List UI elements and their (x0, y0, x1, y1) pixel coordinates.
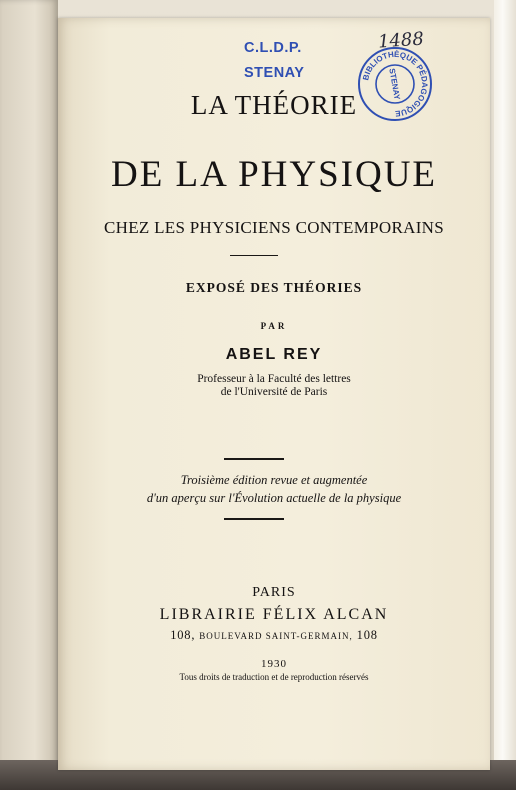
address-number-1: 108, (170, 628, 196, 642)
divider-1 (230, 255, 278, 256)
divider-2 (224, 458, 284, 460)
title-page (58, 18, 490, 770)
author-name: ABEL REY (225, 346, 323, 363)
left-page-edge (0, 0, 58, 790)
section-heading: EXPOSÉ DES THÉORIES (185, 280, 363, 295)
round-stamp-center-text: STENAY (387, 67, 402, 101)
right-page-edge (494, 0, 516, 790)
edition-note (58, 471, 490, 507)
imprint-address (58, 628, 490, 643)
title-line-2: DE LA PHYSIQUE (110, 154, 438, 195)
address-street: BOULEVARD SAINT-GERMAIN, (199, 631, 353, 641)
by-label: PAR (260, 321, 288, 331)
address-number-2: 108 (356, 628, 378, 642)
imprint-city: PARIS (252, 585, 296, 600)
author-affiliation (58, 373, 490, 399)
title-line-1: LA THÉORIE (190, 90, 358, 120)
stamp-line-2: STENAY (244, 65, 305, 81)
edition-line-1: Troisième édition revue et augmentée (180, 473, 368, 487)
edition-line-2: d'un aperçu sur l'Évolution actuelle de la physique (146, 491, 402, 505)
affiliation-line-2: de l'Université de Paris (220, 386, 328, 398)
divider-3 (224, 518, 284, 520)
stamp-line-1: C.L.D.P. (244, 40, 302, 56)
handwritten-number: 1488 (377, 28, 425, 53)
rights-notice: Tous droits de traduction et de reproduction réservés (179, 672, 369, 682)
imprint-year: 1930 (261, 658, 287, 670)
imprint-publisher: LIBRAIRIE FÉLIX ALCAN (159, 606, 389, 623)
round-stamp-ring-text: BIBLIOTHÈQUE PÉDAGOGIQUE (361, 49, 430, 119)
affiliation-line-1: Professeur à la Faculté des lettres (197, 373, 351, 385)
subtitle: CHEZ LES PHYSICIENS CONTEMPORAINS (103, 218, 444, 237)
